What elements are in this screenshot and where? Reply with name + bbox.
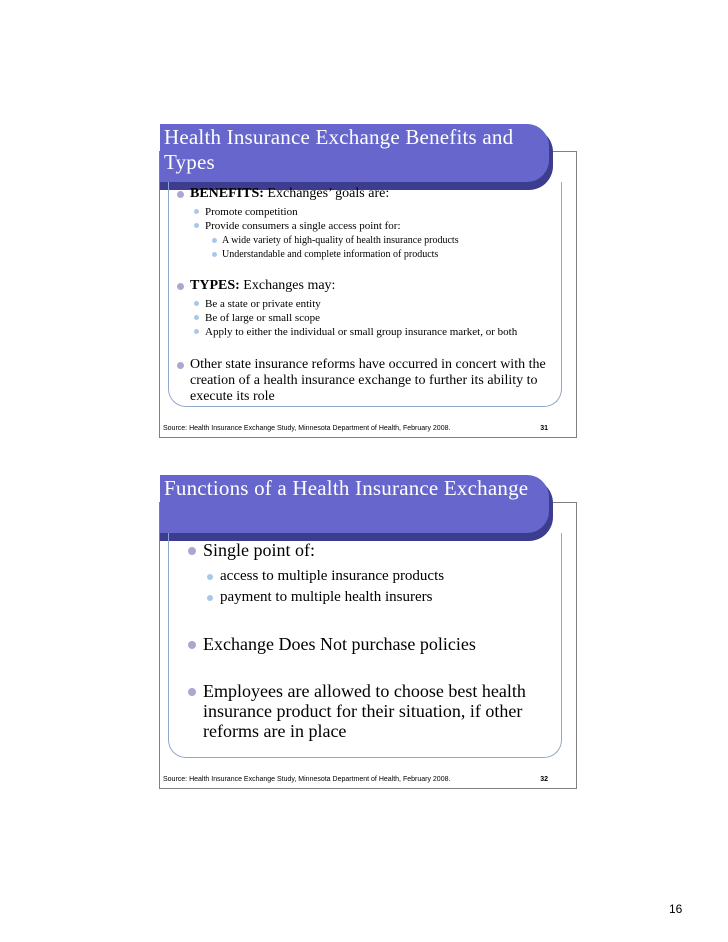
slide-number: 32 bbox=[540, 776, 548, 783]
bullet-benefits bbox=[176, 186, 571, 202]
list-item: Understandable and complete information of products bbox=[211, 248, 571, 262]
list-item: Be a state or private entity bbox=[193, 297, 571, 311]
slide-number: 31 bbox=[540, 425, 548, 432]
list-item: Apply to either the individual or small group insurance market, or both bbox=[193, 325, 571, 339]
types-text: Exchanges may: bbox=[239, 278, 336, 293]
list-item: A wide variety of high-quality of health insurance products bbox=[211, 234, 571, 248]
source-citation: Source: Health Insurance Exchange Study, Minnesota Department of Health, February 2008. bbox=[163, 425, 451, 432]
list-item: payment to multiple health insurers bbox=[206, 587, 571, 608]
benefits-label: BENEFITS: bbox=[190, 186, 264, 201]
types-label: TYPES: bbox=[190, 278, 240, 293]
slide-content bbox=[176, 186, 571, 405]
slide-content bbox=[176, 540, 571, 741]
bullet-employees-choose: Employees are allowed to choose best health insurance product for their situation, if other reforms are in place bbox=[187, 681, 555, 741]
bullet-types bbox=[176, 278, 571, 294]
slide-title: Health Insurance Exchange Benefits and Types bbox=[164, 125, 514, 174]
slide-title: Functions of a Health Insurance Exchange bbox=[164, 476, 529, 500]
list-item: Provide consumers a single access point for: bbox=[193, 219, 571, 233]
benefits-text: Exchanges’ goals are: bbox=[263, 186, 390, 201]
page-number: 16 bbox=[669, 902, 683, 916]
slide-32 bbox=[159, 476, 577, 789]
bullet-other-reforms: Other state insurance reforms have occurred in concert with the creation of a health insurance exchange to further its ability to execute its role bbox=[176, 357, 560, 405]
list-item: access to multiple insurance products bbox=[206, 566, 571, 587]
slide-31 bbox=[159, 125, 577, 438]
list-item: Be of large or small scope bbox=[193, 311, 571, 325]
bullet-exchange-not-purchase: Exchange Does Not purchase policies bbox=[187, 634, 571, 654]
source-citation: Source: Health Insurance Exchange Study, Minnesota Department of Health, February 2008. bbox=[163, 776, 451, 783]
list-item: Promote competition bbox=[193, 205, 571, 219]
bullet-single-point: Single point of: bbox=[187, 540, 571, 560]
